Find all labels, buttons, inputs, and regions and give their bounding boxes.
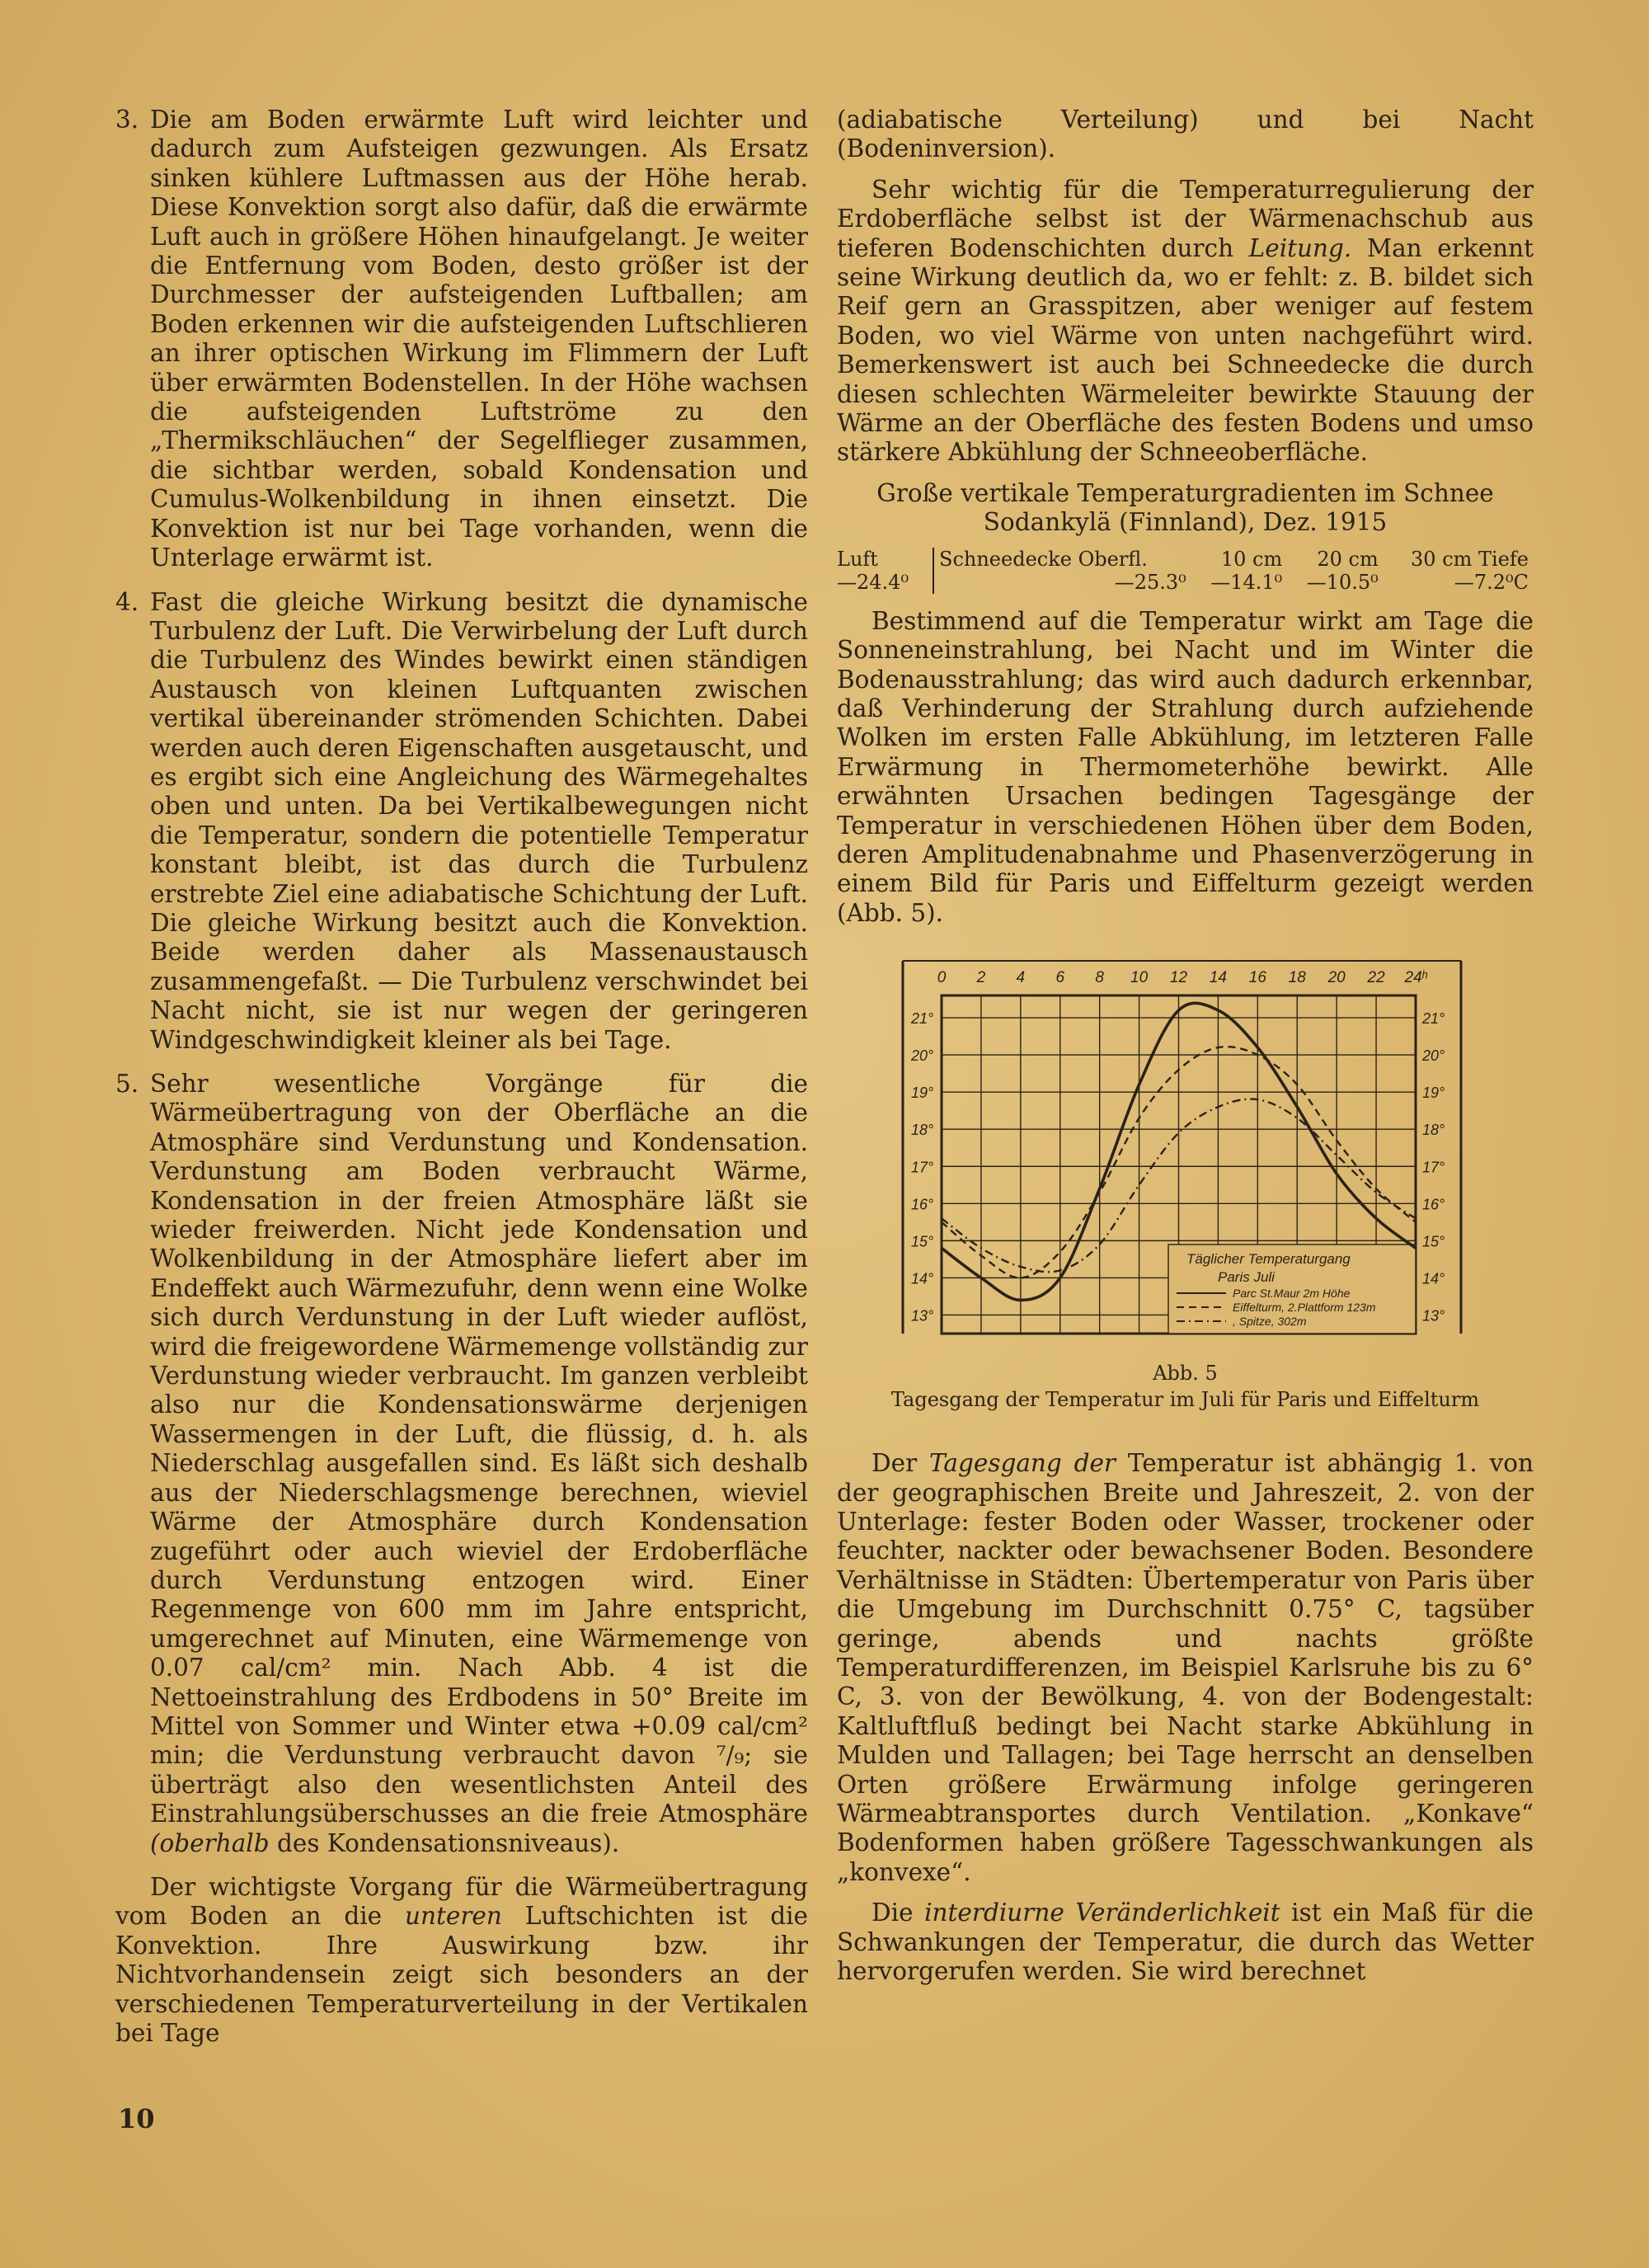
table-row: [837, 548, 1534, 571]
x-tick-label: 22: [1367, 969, 1385, 987]
x-tick-label: 20: [1327, 969, 1346, 987]
right-column: [837, 106, 1534, 1997]
emphasis-text: unteren: [405, 1902, 502, 1931]
x-tick-label: 14: [1209, 969, 1227, 987]
list-item-5: [115, 1070, 808, 1858]
paragraph-text: Luftschichten ist die Konvektion. Ihre Auswirkung bzw. ihr Nichtvorhandensein zeigt sich besonders an der verschiedenen Temperaturverteilung in der Vertikalen bei Tage: [115, 1902, 808, 2047]
list-number: 4.: [115, 587, 139, 616]
paragraph-leitung: [837, 176, 1534, 468]
y-tick-label-right: 19°: [1422, 1085, 1445, 1102]
list-number: 3.: [115, 106, 139, 134]
paragraph-strahlung: Bestimmend auf die Temperatur wirkt am Tage die Sonneneinstrahlung, bei Nacht und im Winter die Bodenausstrahlung; das wird auch dadurch erkennbar, daß Verhinderung der Strahlung durch aufziehende Wolken im ersten Falle Abkühlung, im letzteren Falle Erwärmung in Thermometerhöhe bewirkt. Alle erwähnten Ursachen bedingen Tagesgänge der Temperatur in verschiedenen Höhen über dem Boden, deren Amplitudenabnahme und Phasenverzögerung in einem Bild für Paris und Eiffelturm gezeigt werden (Abb. 5).: [837, 606, 1534, 927]
x-tick-label: 10: [1130, 969, 1149, 987]
table-cell: Luft: [837, 548, 933, 571]
legend-label: Parc St.Maur 2m Höhe: [1233, 1287, 1351, 1301]
x-tick-label: 8: [1095, 969, 1104, 987]
list-item-text: des Kondensationsniveaus).: [269, 1828, 620, 1857]
paragraph-text: Der wichtigste Vorgang für die Wärmeübertragung vom Boden an die: [115, 1872, 808, 1931]
y-tick-label-right: 14°: [1422, 1270, 1445, 1287]
y-tick-label-right: 15°: [1422, 1233, 1445, 1250]
table-cell: —25.3⁰: [1114, 570, 1186, 594]
legend-title: Täglicher Temperaturgang: [1186, 1251, 1351, 1268]
x-tick-label: 24ʰ: [1404, 969, 1427, 987]
table-cell: 30 cm Tiefe: [1411, 547, 1529, 571]
paragraph-text: ist ein Maß für die Schwankungen der Temperatur, die durch das Wetter hervorgerufen werden. Sie wird berechnet: [837, 1899, 1534, 1986]
table-cell: Schneedecke Oberfl.: [939, 547, 1148, 571]
emphasis-text: (oberhalb: [150, 1828, 270, 1857]
x-tick-label: 12: [1169, 969, 1188, 987]
paragraph-text: Temperatur ist abhängig 1. von der geographischen Breite und Jahreszeit, 2. von der Unterlage: fester Boden oder Wasser, trockener oder feuchter, nackter oder bewachsener Boden. Besondere Verhältnisse in Städten: Übertemperatur von Paris über die Umgebung im Durchschnitt 0.75° C, tagsüber geringe, abends und nachts größte Temperaturdifferenzen, im Beispiel Karlsruhe bis zu 6° C, 3. von der Bewölkung, 4. von der Bodengestalt: Kaltluftfluß bedingt bei Nacht starke Abkühlung in Mulden und Tallagen; bei Tage herrscht an denselben Orten größere Erwärmung infolge geringeren Wärmeabtransportes durch Ventilation. „Konkave“ Bodenformen haben größere Tagesschwankungen als „konvexe“.: [837, 1449, 1534, 1886]
table-cell: —10.5⁰: [1306, 570, 1379, 594]
paragraph-tagesgang: [837, 1449, 1534, 1887]
paragraph-text: Der: [871, 1449, 929, 1478]
legend-subtitle: Paris Juli: [1218, 1269, 1275, 1286]
temperature-chart: [896, 954, 1465, 1350]
list-number: 5.: [115, 1070, 139, 1098]
list-item-text: Die am Boden erwärmte Luft wird leichter und dadurch zum Aufsteigen gezwungen. Als Ersatz sinken kühlere Luftmassen aus der Höhe herab. Diese Konvektion sorgt also dafür, daß die erwärmte Luft auch in größere Höhen hinaufgelangt. Je weiter die Entfernung vom Boden, desto größer ist der Durchmesser der aufsteigenden Luftballen; am Boden erkennen wir die aufsteigenden Luftschlieren an ihrer optischen Wirkung im Flimmern der Luft über erwärmten Bodenstellen. In der Höhe wachsen die aufsteigenden Luftströme zu den „Thermikschläuchen“ der Segelflieger zusammen, die sichtbar werden, sobald Kondensation und Cumulus-Wolkenbildung in ihnen einsetzt. Die Konvektion ist nur bei Tage vorhanden, wenn die Unterlage erwärmt ist.: [150, 106, 808, 572]
table-row: [837, 571, 1534, 594]
figure-label: Abb. 5: [1153, 1362, 1218, 1386]
paragraph-text: Die: [871, 1899, 925, 1927]
list-item-3: [115, 106, 808, 573]
table-cell: —14.1⁰: [1210, 570, 1283, 594]
y-tick-label-left: 19°: [911, 1085, 934, 1102]
table-title-line-1: Große vertikale Temperaturgradienten im Schnee: [876, 478, 1494, 507]
x-tick-label: 16: [1248, 969, 1266, 987]
y-tick-label-left: 21°: [911, 1010, 934, 1028]
table-cell: 20 cm: [1317, 547, 1379, 571]
list-item-4: [115, 588, 808, 1056]
x-tick-label: 0: [937, 969, 947, 987]
numbered-list: [115, 106, 808, 1858]
x-tick-label: 18: [1288, 969, 1306, 987]
paragraph-continuation: (adiabatische Verteilung) und bei Nacht (Bodeninversion).: [837, 106, 1534, 163]
y-tick-label-left: 15°: [911, 1233, 934, 1250]
emphasis-text: Tagesgang der: [929, 1449, 1116, 1478]
emphasis-text: interdiurne Veränderlichkeit: [924, 1899, 1280, 1927]
left-column: [115, 106, 808, 2059]
y-tick-label-right: 18°: [1422, 1122, 1445, 1139]
table-caption: [837, 479, 1534, 538]
x-tick-label: 2: [976, 969, 986, 987]
snow-temperature-table: [837, 548, 1534, 594]
paragraph-interdiurn: [837, 1899, 1534, 1986]
table-cell: —24.4⁰: [837, 571, 933, 594]
chart-legend: [1168, 1245, 1416, 1334]
y-tick-label-left: 14°: [911, 1270, 934, 1287]
table-cell: —7.2⁰C: [1454, 570, 1529, 594]
y-tick-label-right: 21°: [1422, 1010, 1445, 1028]
x-tick-label: 4: [1016, 969, 1026, 987]
y-tick-label-left: 20°: [911, 1047, 934, 1065]
y-tick-label-left: 17°: [911, 1159, 934, 1176]
paragraph-konvektion: [115, 1873, 808, 2048]
figure-abb-5: [837, 954, 1534, 1413]
y-tick-label-right: 20°: [1422, 1047, 1445, 1065]
legend-label: , Spitze, 302m: [1233, 1315, 1307, 1329]
list-item-text: Fast die gleiche Wirkung besitzt die dynamische Turbulenz der Luft. Die Verwirbelung der Luft durch die Turbulenz des Windes bewirkt einen ständigen Austausch von kleinen Luftquanten zwischen vertikal übereinander strömenden Schichten. Dabei werden auch deren Eigenschaften ausgetauscht, und es ergibt sich eine Angleichung des Wärmegehaltes oben und unten. Da bei Vertikalbewegungen nicht die Temperatur, sondern die potentielle Temperatur konstant bleibt, ist das durch die Turbulenz erstrebte Ziel eine adiabatische Schichtung der Luft. Die gleiche Wirkung besitzt auch die Konvektion. Beide werden daher als Massenaustausch zusammengefaßt. — Die Turbulenz verschwindet bei Nacht nicht, sie ist nur wegen der geringeren Windgeschwindigkeit kleiner als bei Tage.: [150, 587, 808, 1054]
paragraph-text: Man erkennt seine Wirkung deutlich da, wo er fehlt: z. B. bildet sich Reif gern an Grasspitzen, aber weniger auf festem Boden, wo viel Wärme von unten nachgeführt wird. Bemerkenswert ist auch bei Schneedecke die durch diesen schlechten Wärmeleiter bewirkte Stauung der Wärme an der Oberfläche des festen Bodens und umso stärkere Abkühlung der Schneeoberfläche.: [837, 233, 1534, 467]
emphasis-text: Leitung.: [1248, 233, 1352, 262]
paragraph-text: Sehr wichtig für die Temperaturregulierung der Erdoberfläche selbst ist der Wärmenachschub aus tieferen Bodenschichten durch: [837, 175, 1534, 262]
page-number: 10: [118, 2103, 155, 2134]
y-tick-label-left: 16°: [911, 1196, 934, 1213]
y-tick-label-left: 13°: [911, 1307, 934, 1325]
table-title-line-2: Sodankylä (Finnland), Dez. 1915: [983, 508, 1388, 537]
x-tick-label: 6: [1055, 969, 1065, 987]
y-tick-label-left: 18°: [911, 1122, 934, 1139]
legend-label: Eiffelturm, 2.Plattform 123m: [1233, 1301, 1376, 1315]
y-tick-label-right: 16°: [1422, 1196, 1445, 1213]
figure-caption: [837, 1360, 1534, 1413]
figure-caption-text: Tagesgang der Temperatur im Juli für Paris und Eiffelturm: [890, 1388, 1480, 1412]
list-item-text: Sehr wesentliche Vorgänge für die Wärmeübertragung von der Oberfläche an die Atmosphäre sind Verdunstung und Kondensation. Verdunstung am Boden verbraucht Wärme, Kondensation in der freien Atmosphäre läßt sie wieder freiwerden. Nicht jede Kondensation und Wolkenbildung in der Atmosphäre liefert aber im Endeffekt auch Wärmezufuhr, denn wenn eine Wolke sich durch Verdunstung in der Luft wieder auflöst, wird die freigewordene Wärmemenge vollständig zur Verdunstung wieder verbraucht. Im ganzen verbleibt also nur die Kondensationswärme derjenigen Wassermengen in der Luft, die flüssig, d. h. als Niederschlag ausgefallen sind. Es läßt sich deshalb aus der Niederschlagsmenge berechnen, wieviel Wärme der Atmosphäre durch Kondensation zugeführt oder auch wieviel der Erdoberfläche durch Verdunstung entzogen wird. Einer Regenmenge von 600 mm im Jahre entspricht, umgerechnet auf Minuten, eine Wärmemenge von 0.07 cal/cm² min. Nach Abb. 4 ist die Nettoeinstrahlung des Erdbodens in 50° Breite im Mittel von Sommer und Winter etwa +0.09 cal/cm² min; die Verdunstung verbraucht davon ⁷/₉; sie überträgt also den wesentlichsten Anteil des Einstrahlungsüberschusses an die freie Atmosphäre: [150, 1070, 808, 1828]
table-cell: 10 cm: [1220, 547, 1283, 571]
y-tick-label-right: 17°: [1422, 1159, 1445, 1176]
y-tick-label-right: 13°: [1422, 1307, 1445, 1325]
